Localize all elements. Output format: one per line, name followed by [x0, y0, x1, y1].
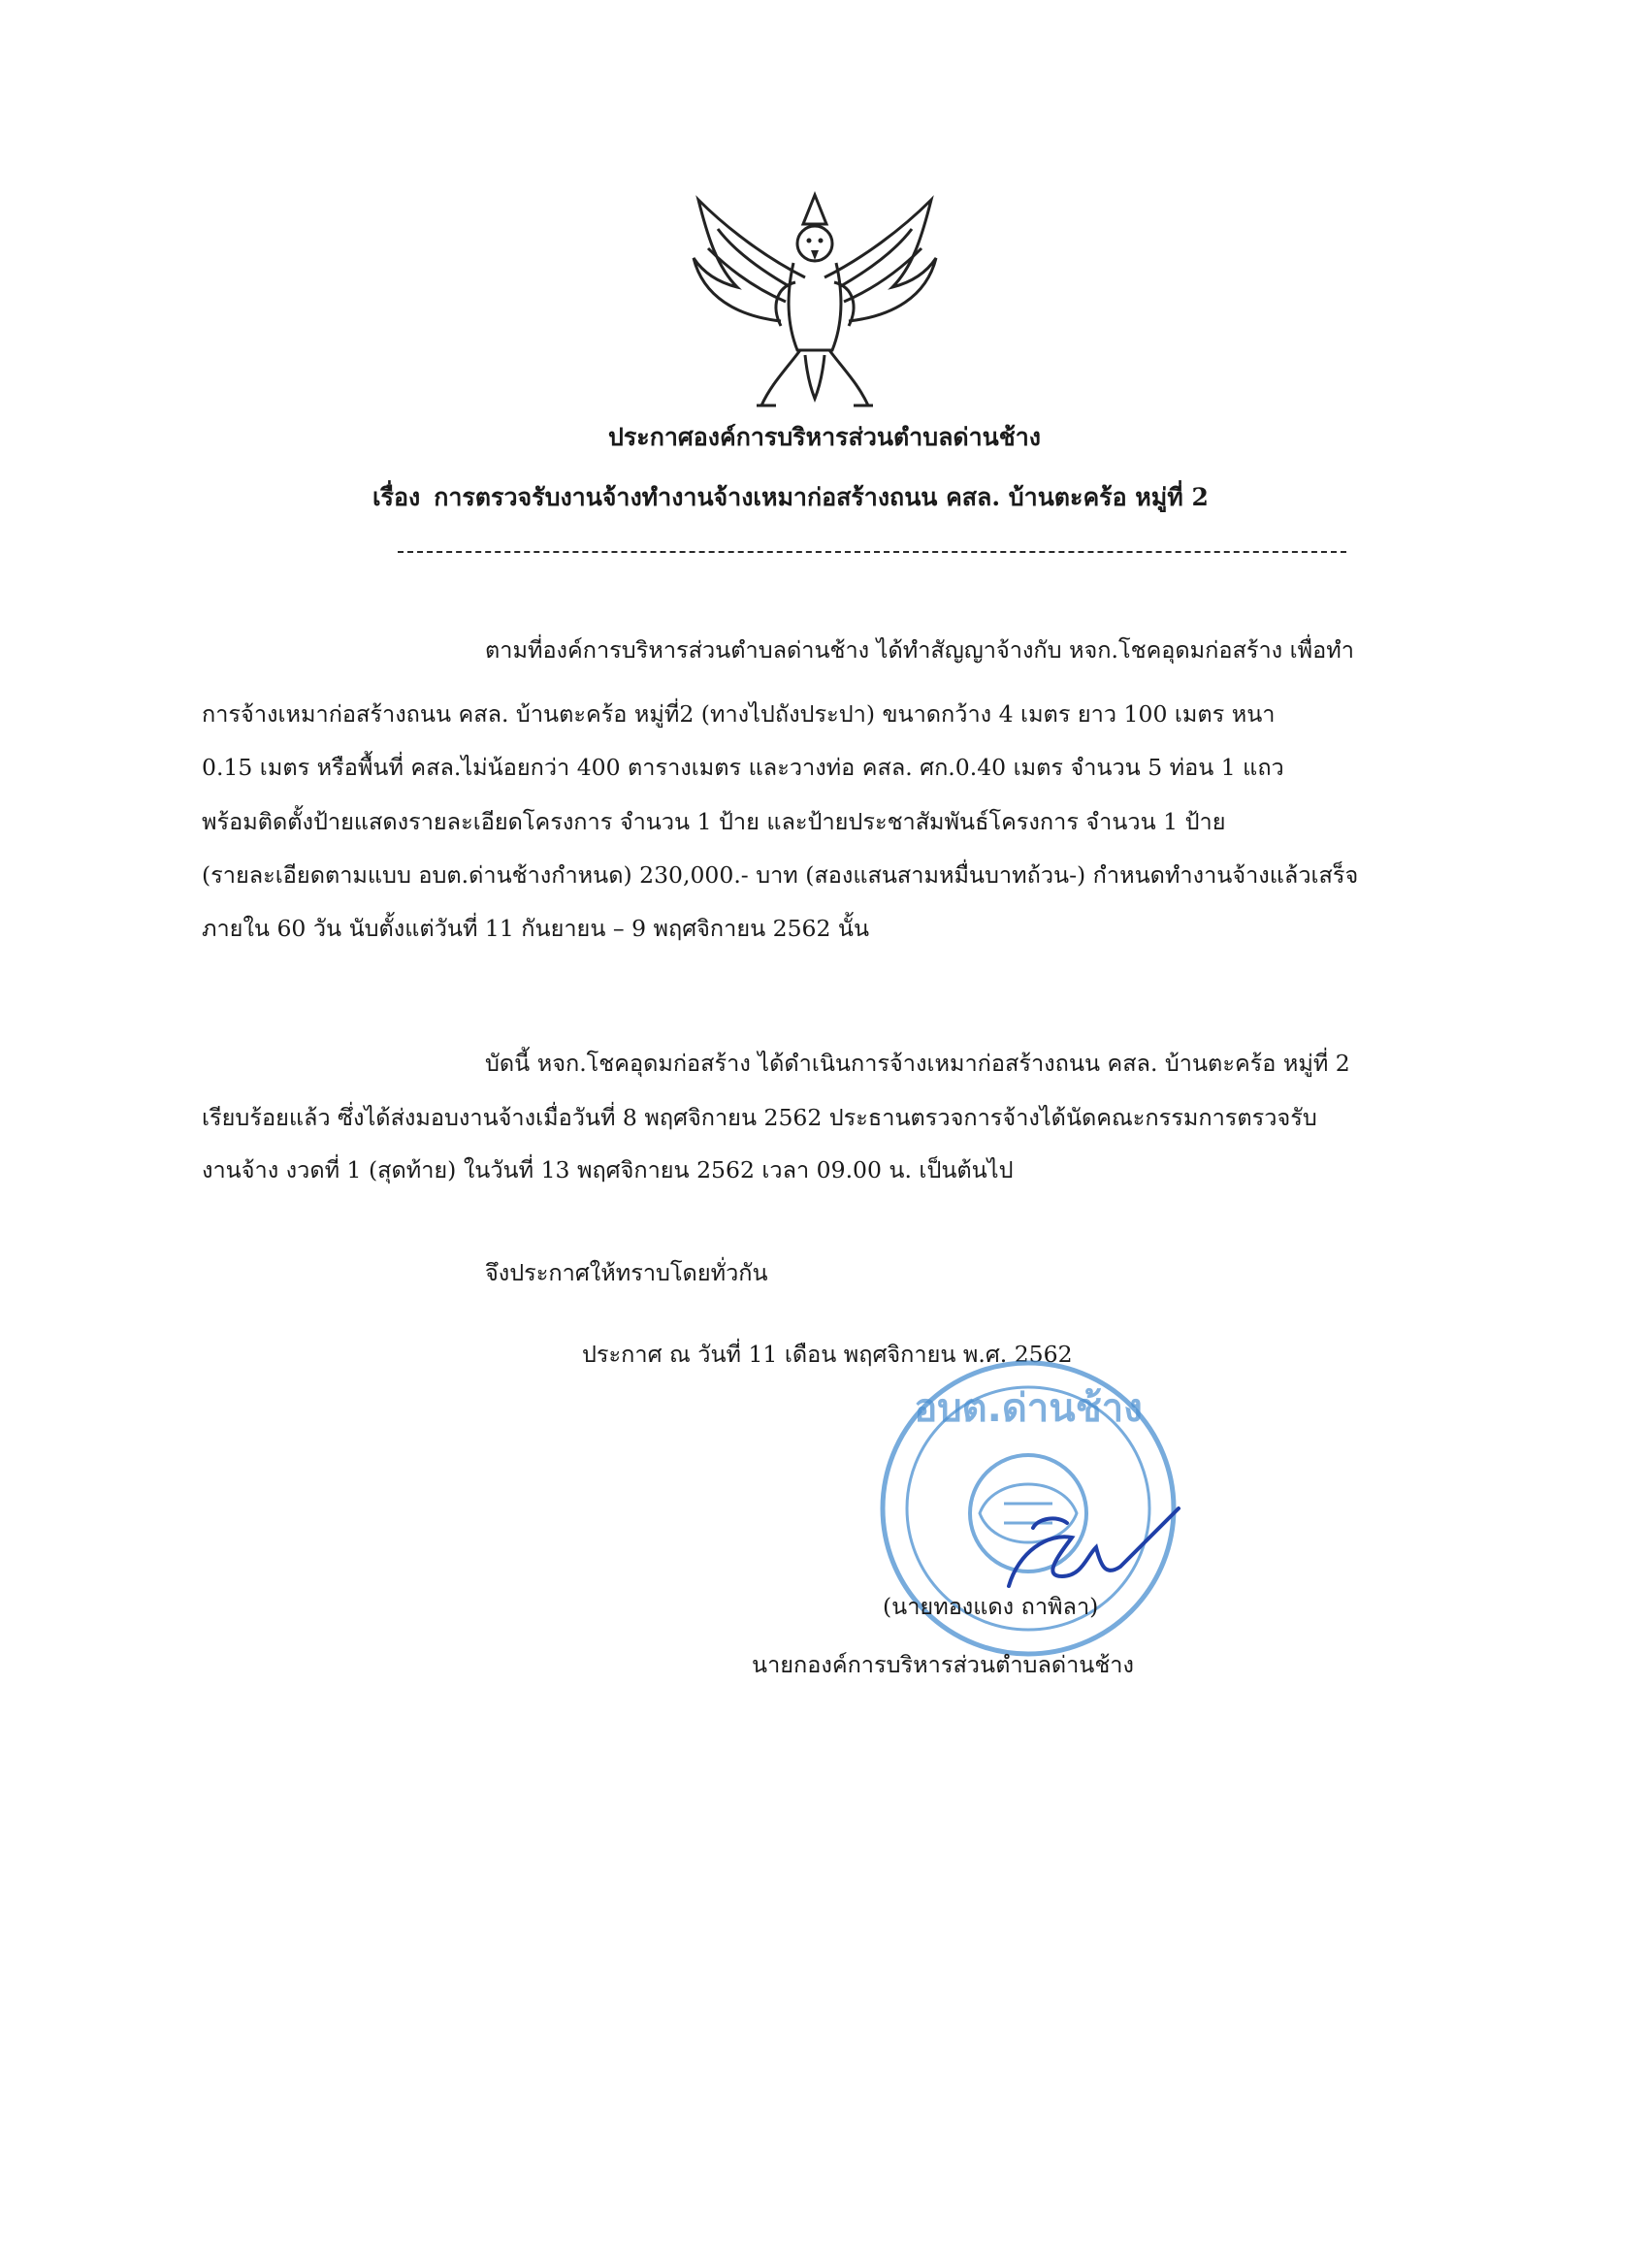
separator-rule — [398, 551, 1346, 553]
closing-statement: จึงประกาศให้ทราบโดยทั่วกัน — [485, 1259, 768, 1286]
paragraph1-line: ภายใน 60 วัน นับตั้งแต่วันที่ 11 กันยายน – 9 พฤศจิกายน 2562 นั้น — [202, 915, 870, 942]
paragraph1-line: (รายละเอียดตามแบบ อบต.ด่านช้างกำหนด) 230,000.- บาท (สองแสนสามหมื่นบาทถ้วน-) กำหนดทำงานจ้างแล้วเสร็จ — [202, 861, 1359, 889]
subject-line — [372, 483, 1209, 512]
stamp-text: อบต.ด่านช้าง — [914, 1386, 1143, 1431]
signer-name: (นายทองแดง ถาพิลา) — [883, 1593, 1099, 1620]
subject-text: การตรวจรับงานจ้างทำงานจ้างเหมาก่อสร้างถนน คสล. บ้านตะคร้อ หมู่ที่ 2 — [434, 483, 1209, 511]
paragraph2-line: บัดนี้ หจก.โชคอุดมก่อสร้าง ได้ดำเนินการจ้างเหมาก่อสร้างถนน คสล. บ้านตะคร้อ หมู่ที่ 2 — [485, 1050, 1350, 1077]
paragraph2-line: งานจ้าง งวดที่ 1 (สุดท้าย) ในวันที่ 13 พฤศจิกายน 2562 เวลา 09.00 น. เป็นต้นไป — [202, 1156, 1014, 1183]
announcement-date: ประกาศ ณ วันที่ 11 เดือน พฤศจิกายน พ.ศ. 2562 — [582, 1341, 1073, 1368]
paragraph1-line: การจ้างเหมาก่อสร้างถนน คสล. บ้านตะคร้อ หมู่ที่2 (ทางไปถังประปา) ขนาดกว้าง 4 เมตร ยาว 100 เมตร หนา — [202, 700, 1276, 728]
garuda-emblem — [679, 190, 951, 413]
paragraph1-line: 0.15 เมตร หรือพื้นที่ คสล.ไม่น้อยกว่า 400 ตารางเมตร และวางท่อ คสล. ศก.0.40 เมตร จำนวน 5 ท่อน 1 แถว — [202, 754, 1284, 781]
signer-title: นายกองค์การบริหารส่วนตำบลด่านช้าง — [752, 1651, 1134, 1678]
paragraph1-line: ตามที่องค์การบริหารส่วนตำบลด่านช้าง ได้ทำสัญญาจ้างกับ หจก.โชคอุดมก่อสร้าง เพื่อทำ — [485, 636, 1354, 664]
organization-title: ประกาศองค์การบริหารส่วนตำบลด่านช้าง — [608, 423, 1041, 451]
paragraph2-line: เรียบร้อยแล้ว ซึ่งได้ส่งมอบงานจ้างเมื่อวันที่ 8 พฤศจิกายน 2562 ประธานตรวจการจ้างได้นัดคณะกรรมการตรวจรับ — [202, 1104, 1317, 1131]
paragraph1-line: พร้อมติดตั้งป้ายแสดงรายละเอียดโครงการ จำนวน 1 ป้าย และป้ายประชาสัมพันธ์โครงการ จำนวน 1 ป้าย — [202, 808, 1226, 835]
subject-label: เรื่อง — [372, 483, 421, 511]
